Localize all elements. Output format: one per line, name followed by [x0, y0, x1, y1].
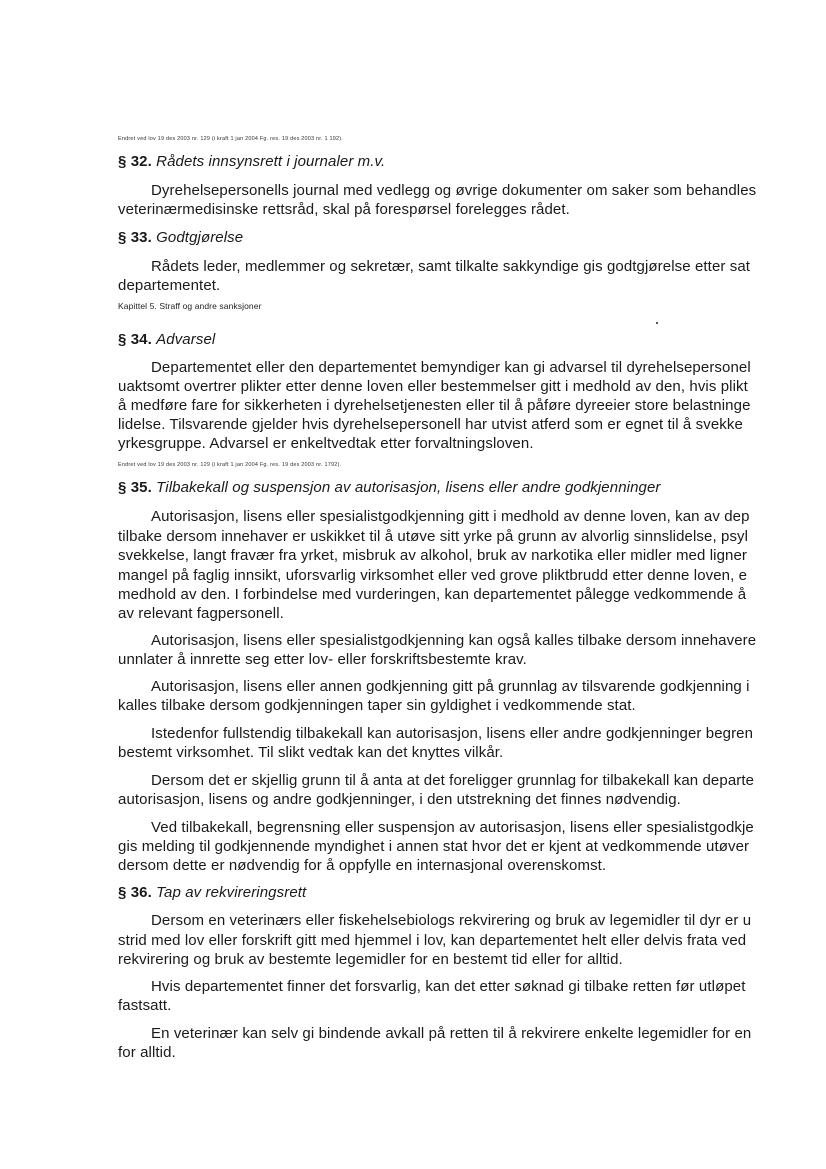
section-number: § 32. [118, 153, 152, 170]
paragraph-line: Autorisasjon, lisens eller annen godkjenning gitt på grunnlag av tilsvarende godkjenning i [151, 678, 750, 695]
paragraph-line: å medføre fare for sikkerheten i dyrehelsetjenesten eller til å påføre dyreeier store belastninge [118, 397, 751, 414]
paragraph-line: Departementet eller den departementet bemyndiger kan gi advarsel til dyrehelsepersonel [151, 359, 751, 376]
paragraph-line: unnlater å innrette seg etter lov- eller forskriftsbestemte krav. [118, 651, 527, 668]
paragraph-line: Autorisasjon, lisens eller spesialistgodkjenning kan også kalles tilbake dersom innehavere [151, 632, 757, 649]
paragraph-line: En veterinær kan selv gi bindende avkall på retten til å rekvirere enkelte legemidler for en [151, 1025, 752, 1042]
paragraph-line: rekvirering og bruk av bestemte legemidler for en bestemt tid eller for alltid. [118, 951, 623, 968]
paragraph-line: departementet. [118, 277, 221, 294]
amendment-note-1: Endret ved lov 19 des 2003 nr. 129 (i kraft 1 jan 2004 Fg. res. 19 des 2003 nr. 1 192). [118, 136, 344, 142]
amendment-note-2: Endret ved lov 19 des 2003 nr. 129 (i kraft 1 jan 2004 Fg. res. 19 des 2003 nr. 1792). [118, 462, 342, 468]
section-heading-35 [118, 478, 661, 498]
paragraph-line: fastsatt. [118, 997, 172, 1014]
section-heading-34 [118, 330, 215, 350]
paragraph-line: Dyrehelsepersonells journal med vedlegg og øvrige dokumenter om saker som behandles [151, 182, 757, 199]
paragraph-line: tilbake dersom innehaver er uskikket til å utøve sitt yrke på grunn av alvorlig sinnslidelse, psyl [118, 528, 749, 545]
paragraph-line: kalles tilbake dersom godkjenningen taper sin gyldighet i vedkommende stat. [118, 697, 636, 714]
paragraph-line: yrkesgruppe. Advarsel er enkeltvedtak etter forvaltningsloven. [118, 435, 534, 452]
section-heading-36 [118, 883, 306, 903]
section-number: § 33. [118, 229, 152, 246]
paragraph-line: medhold av den. I forbindelse med vurderingen, kan departementet pålegge vedkommende å [118, 586, 747, 603]
section-title: Tap av rekvireringsrett [156, 884, 307, 901]
paragraph-line: mangel på faglig innsikt, uforsvarlig virksomhet eller ved grove pliktbrudd etter denne loven, e [118, 567, 748, 584]
section-number: § 35. [118, 479, 152, 496]
section-number: § 36. [118, 884, 152, 901]
paragraph-line: Rådets leder, medlemmer og sekretær, samt tilkalte sakkyndige gis godtgjørelse etter sat [151, 258, 751, 275]
paragraph-line: uaktsomt overtrer plikter etter denne loven eller bestemmelser gitt i medhold av den, hvis plikt [118, 378, 748, 395]
paragraph-line: Hvis departementet finner det forsvarlig, kan det etter søknad gi tilbake retten før utløpet [151, 978, 746, 995]
section-title: Tilbakekall og suspensjon av autorisasjon, lisens eller andre godkjenninger [156, 479, 661, 496]
section-title: Advarsel [156, 331, 216, 348]
chapter-heading: Kapittel 5. Straff og andre sanksjoner [118, 301, 262, 311]
section-heading-33 [118, 228, 243, 248]
paragraph-line: for alltid. [118, 1044, 176, 1061]
paragraph-line: lidelse. Tilsvarende gjelder hvis dyrehelsepersonell har utvist atferd som er egnet til å svekke [118, 416, 743, 433]
paragraph-line: svekkelse, langt fravær fra yrket, misbruk av alkohol, bruk av narkotika eller midler med ligner [118, 547, 748, 564]
scan-speck [656, 322, 658, 324]
paragraph-line: veterinærmedisinske rettsråd, skal på forespørsel forelegges rådet. [118, 201, 570, 218]
section-title: Godtgjørelse [156, 229, 244, 246]
paragraph-line: gis melding til godkjennende myndighet i annen stat hvor det er kjent at vedkommende utøver [118, 838, 750, 855]
paragraph-line: bestemt virksomhet. Til slikt vedtak kan det knyttes vilkår. [118, 744, 504, 761]
section-heading-32 [118, 152, 385, 172]
paragraph-line: Istedenfor fullstendig tilbakekall kan autorisasjon, lisens eller andre godkjenninger begren [151, 725, 754, 742]
section-number: § 34. [118, 331, 152, 348]
section-title: Rådets innsynsrett i journaler m.v. [156, 153, 386, 170]
paragraph-line: Autorisasjon, lisens eller spesialistgodkjenning gitt i medhold av denne loven, kan av dep [151, 508, 750, 525]
paragraph-line: Ved tilbakekall, begrensning eller suspensjon av autorisasjon, lisens eller spesialistgodkje [151, 819, 754, 836]
paragraph-line: Dersom en veterinærs eller fiskehelsebiologs rekvirering og bruk av legemidler til dyr er u [151, 912, 752, 929]
paragraph-line: autorisasjon, lisens og andre godkjenninger, i den utstrekning det finnes nødvendig. [118, 791, 681, 808]
paragraph-line: Dersom det er skjellig grunn til å anta at det foreligger grunnlag for tilbakekall kan departe [151, 772, 755, 789]
paragraph-line: strid med lov eller forskrift gitt med hjemmel i lov, kan departementet helt eller delvis frata ved [118, 932, 747, 949]
paragraph-line: dersom dette er nødvendig for å oppfylle en internasjonal overenskomst. [118, 857, 607, 874]
paragraph-line: av relevant fagpersonell. [118, 605, 284, 622]
